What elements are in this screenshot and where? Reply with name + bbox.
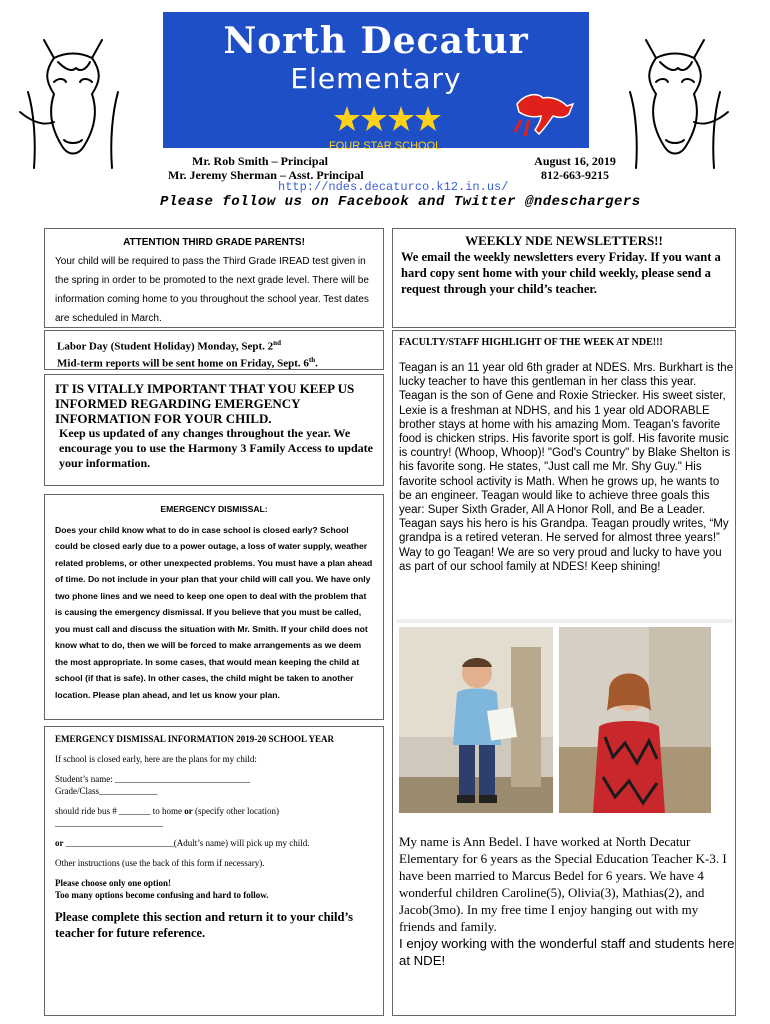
vital-heading: IT IS VITALLY IMPORTANT THAT YOU KEEP US INFORMED REGARDING EMERGENCY INFORMATION FOR YOUR CHILD. (55, 381, 355, 426)
labor-day-line: Labor Day (Student Holiday) Monday, Sept. 2nd (57, 339, 281, 353)
form-bus-option: should ride bus # _______ to home or (specify other location) ________________________ (55, 806, 279, 828)
grade-class-field[interactable]: Grade/Class_____________ (55, 786, 158, 796)
school-banner (163, 12, 589, 152)
asst-principal-name: Mr. Jeremy Sherman – Asst. Principal (168, 168, 364, 182)
third-grade-heading: ATTENTION THIRD GRADE PARENTS! (123, 237, 305, 248)
banner-tagline: FOUR STAR SCHOOL (329, 140, 442, 152)
school-website-link[interactable]: http://ndes.decaturco.k12.in.us/ (278, 180, 509, 194)
emergency-body: Does your child know what to do in case school is closed early? School could be closed early due to a power outage, a loss of water supply, weather related problems, or other unexpected problems. You must have a plan ahead of time. Do not include in your plan that your child will call you. We have only two phone lines and we need to keep one open to deal with the problem that is causing the emergency dismissal. If you believe that you must be called, you must call and discuss the situation with Mr. Smith. If your child does not know what to do, then we will be forced to make arrangements as we deem the most appropriate. In some cases, that would mean keeping the child at school (if that is safe). In other cases, the child might be taken to another location. Please plan ahead, and let us know your plan. (55, 524, 373, 700)
form-other-instructions: Other instructions (use the back of this form if necessary). (55, 858, 265, 868)
third-grade-notice (44, 228, 384, 328)
emergency-info-notice (44, 374, 384, 486)
staff-highlight (392, 330, 736, 1016)
third-grade-body: Your child will be required to pass the Third Grade IREAD test given in the spring in order to be promoted to the next grade level. There will be information coming home to you throughout the school year. Test dates are scheduled in March. (55, 256, 369, 324)
social-follow-text: Please follow us on Facebook and Twitter @ndeschargers (160, 194, 641, 210)
form-choose-note: Please choose only one option! Too many options become confusing and hard to follow. (55, 878, 269, 900)
horse-head-icon-right (616, 22, 734, 172)
newsletter-body: We email the weekly newsletters every Friday. If you want a hard copy sent home with your child weekly, please send a request through your child’s teacher. (401, 250, 721, 296)
bus-number-field[interactable]: should ride bus # _______ to home (55, 806, 182, 816)
photo-divider (397, 619, 733, 623)
banner-title-line2: Elementary (290, 62, 462, 95)
emergency-heading: EMERGENCY DISMISSAL: (160, 504, 268, 514)
contact-info (520, 154, 630, 182)
midterm-line: Mid-term reports will be sent home on Friday, Sept. 6th. (57, 355, 318, 370)
bedel-feature (399, 833, 735, 969)
staff-names (168, 154, 364, 182)
mustang-mascot-icon (511, 84, 577, 140)
form-heading: EMERGENCY DISMISSAL INFORMATION 2019-20 SCHOOL YEAR (55, 734, 334, 744)
bedel-bio: My name is Ann Bedel. I have worked at North Decatur Elementary for 6 years as the Special Education Teacher K-3. I have been married to Marcus Bedel for 6 years. We have 4 wonderful children Caroline(5), Olivia(3), Mathias(2), and Jacob(3mo). In my free time I enjoy hanging out with my friends and family. (399, 834, 727, 934)
newsletter-heading: WEEKLY NDE NEWSLETTERS!! (465, 233, 663, 248)
principal-name: Mr. Rob Smith – Principal (192, 154, 328, 168)
adult-name-field[interactable]: ________________________(Adult’s name) will pick up my child. (65, 838, 310, 848)
form-adult-option: or ________________________(Adult’s name) will pick up my child. (55, 838, 310, 848)
other-location-field[interactable]: ________________________ (55, 818, 163, 828)
newsletter-notice (392, 228, 736, 328)
teagan-feature: Teagan is an 11 year old 6th grader at NDES. Mrs. Burkhart is the lucky teacher to have this gentleman in her class this year. Teagan is the son of Gene and Roxie Striecker. His sweet sister, Lexie is a freshman at NDHS, and his 1 year old ADORABLE brother stays at home with his amazing Mom. Teagan’s favorite food is chicken strips. His favorite sport is golf. His favorite music is country! (Whoop, Whoop)! "God's Country" by Blake Shelton is his favorite song. He states, "Just call me Mr. Shy Guy." His favorite school activity is Math. When he grows up, he wants to be an engineer. Teagan would like to achieve three goals this year: Super Sixth Grader, All A Honor Roll, and Be a Leader. Teagan says his hero is his Grandpa. Teagan proudly writes, “My grandpa is a retired veteran. He served for almost three years!” Way to go Teagan! We are so very proud and lucky to have you as part of our school family at NDES! Keep shining! (399, 362, 734, 573)
emergency-dismissal-notice (44, 494, 384, 720)
school-phone: 812-663-9215 (541, 168, 609, 182)
bedel-closing: I enjoy working with the wonderful staff and students here at NDE! (399, 936, 735, 968)
highlight-heading: FACULTY/STAFF HIGHLIGHT OF THE WEEK AT NDE!!! (399, 337, 663, 348)
four-star-icon (333, 104, 443, 134)
banner-title-line1: North Decatur (223, 20, 529, 62)
form-return-note: Please complete this section and return it to your child’s teacher for future reference. (55, 910, 354, 940)
form-intro: If school is closed early, here are the plans for my child: (55, 754, 257, 764)
form-student-fields (55, 773, 373, 797)
emergency-dismissal-form (44, 726, 384, 1016)
horse-head-icon-left (14, 22, 132, 172)
vital-body: Keep us updated of any changes throughout the year. We encourage you to use the Harmony 3 Family Access to update your information. (59, 426, 373, 470)
highlight-photos (399, 627, 711, 813)
newsletter-date: August 16, 2019 (534, 154, 616, 168)
student-name-field[interactable]: Student’s name: ______________________________ (55, 774, 250, 784)
dates-notice (44, 330, 384, 370)
